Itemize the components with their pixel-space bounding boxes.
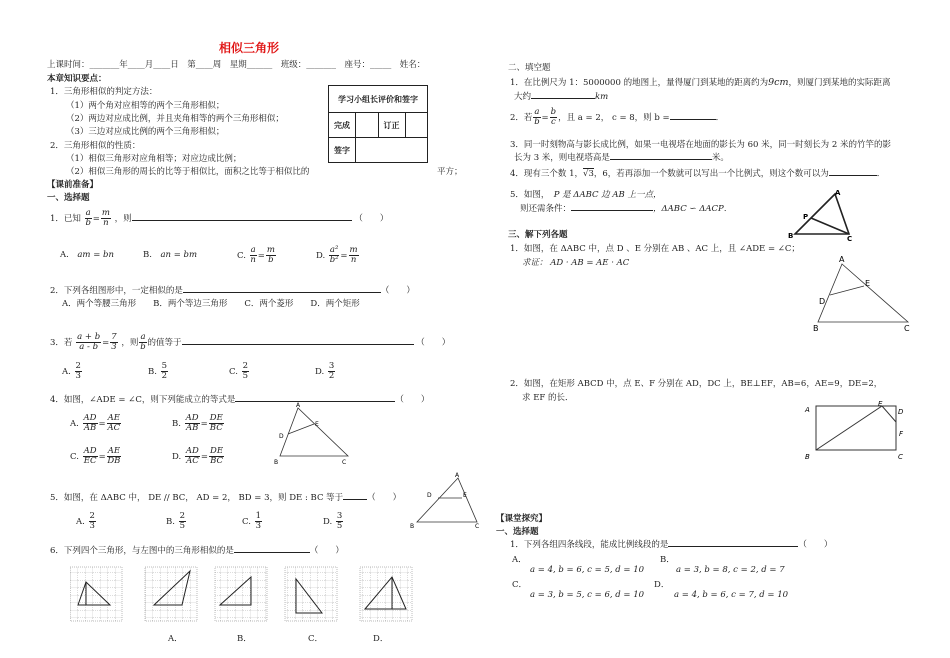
svg-text:F: F	[899, 430, 904, 438]
eval-correct-cell[interactable]	[405, 113, 428, 138]
prep-q3-option-d[interactable]: D. $\frac{3}{2}$	[315, 361, 335, 381]
figure-solve-q1	[810, 252, 915, 332]
fill-heading: 二、填空题	[508, 63, 551, 73]
answer-blank[interactable]	[571, 210, 653, 211]
solve-q1-prove: 求证： AD · AB = AE · AC	[522, 258, 630, 268]
explore-section-heading: 【课堂探究】	[496, 514, 548, 524]
prep-q1-option-d[interactable]: D. $\frac{\text{a²}}{\text{b²}}$ = $\frac{m}{n}$	[316, 245, 358, 265]
svg-text:D: D	[427, 492, 432, 499]
figure-fill-q5	[785, 186, 857, 244]
knowledge-p1-item: （1）两个角对应相等的两个三角形相似；	[66, 101, 225, 111]
svg-text:E: E	[463, 492, 467, 499]
svg-text:B: B	[410, 523, 415, 530]
prep-q3-option-b[interactable]: B. $\frac{5}{2}$	[148, 361, 168, 381]
answer-blank[interactable]	[531, 98, 595, 99]
prep-q3: 3．若 $\frac{a + b}{a - b}$ = $\frac{7}{3}$ ，则 $\frac{a}{b}$ 的值等于 （ ）	[50, 332, 451, 352]
grid-option-c	[285, 567, 337, 621]
svg-text:A: A	[805, 406, 810, 414]
svg-text:A: A	[835, 189, 841, 197]
label-b: B	[274, 459, 279, 466]
prep-q3-option-c[interactable]: C. $\frac{2}{5}$	[229, 361, 249, 381]
solve-q1: 1．如图，在 ΔABC 中，点 D 、E 分别在 AB 、AC 上，且 ∠ADE = ∠C；	[510, 244, 800, 254]
solve-q2: 2．如图，在矩形 ABCD 中，点 E、F 分别在 AD，DC 上，BE⊥EF，AB=6，AE=9，DE=2，	[510, 379, 883, 389]
label-c: C	[342, 459, 347, 466]
class-info-line: 上课时间：_______年____月____日 第____周 星期______ 班级：_______ 座号：_____ 姓名：	[47, 60, 426, 70]
grid-option-b	[215, 567, 267, 621]
answer-blank[interactable]	[829, 175, 877, 176]
prep-q2-options[interactable]: A．两个等腰三角形 B．两个等边三角形 C．两个菱形 D．两个矩形	[62, 299, 360, 309]
prep-q4-option-b[interactable]: B. $\frac{AD}{AB}$ = $\frac{DE}{BC}$	[172, 413, 223, 433]
explore-q1-option-d[interactable]: D． a = 4, b = 6, c = 7, d = 10	[654, 580, 789, 600]
explore-choice-heading: 一、选择题	[496, 527, 539, 537]
knowledge-p1-item: （2）两边对应成比例，并且夹角相等的两个三角形相似；	[66, 114, 284, 124]
grid-original	[70, 567, 122, 621]
knowledge-p2-tail: 平方；	[437, 167, 463, 177]
figure-q6-grids	[70, 565, 430, 627]
eval-sign-label: 签字	[329, 138, 356, 163]
prep-q5: 5．如图，在 ΔABC 中， DE // BC， AD = 2， BD = 3，则 DE : BC 等于 （ ）	[50, 493, 402, 503]
label-a: A	[296, 402, 301, 409]
svg-text:A: A	[455, 472, 460, 479]
solve-q2-find: 求 EF 的长．	[522, 393, 574, 403]
prep-q5-option-a[interactable]: A. $\frac{2}{3}$	[76, 511, 95, 531]
fill-q4: 4．现有三个数 1，√3，6，若再添加一个数就可以写出一个比例式，则这个数可以为 ．	[510, 169, 886, 179]
grid-option-d	[360, 567, 412, 621]
prep-q4-option-a[interactable]: A. $\frac{AD}{AB}$ = $\frac{AE}{AC}$	[70, 413, 121, 433]
prep-q4-option-d[interactable]: D. $\frac{AD}{AC}$ = $\frac{DE}{BC}$	[172, 446, 224, 466]
knowledge-p2-item: （2）相似三角形的周长的比等于相似比，面积之比等于相似比的	[66, 167, 310, 177]
grid-option-a	[145, 567, 197, 621]
prep-q5-option-b[interactable]: B. $\frac{2}{5}$	[166, 511, 186, 531]
prep-q3-option-a[interactable]: A. $\frac{2}{3}$	[62, 361, 81, 381]
chapter-points-heading: 本章知识要点：	[47, 74, 107, 84]
knowledge-p2-item: （1）相似三角形对应角相等；对应边成比例；	[66, 154, 242, 164]
figure-solve-q2	[800, 398, 912, 462]
prep-q1-option-b[interactable]: B. an = bm	[143, 250, 198, 260]
prep-q1: 1．已知 $\frac{a}{b}$ = $\frac{m}{n}$ ，则 （ ）	[50, 208, 389, 228]
knowledge-p1-item: （3）三边对应成比例的两个三角形相似；	[66, 127, 225, 137]
prep-q1-option-a[interactable]: A. am = bn	[60, 250, 114, 260]
fill-q1-answer: 大约 km	[514, 92, 609, 102]
explore-q1-option-c[interactable]: C． a = 3, b = 5, c = 6, d = 10	[512, 580, 645, 600]
svg-text:D: D	[898, 408, 904, 416]
fraction: $\frac{m}{n}$	[101, 208, 110, 228]
prep-q4-option-c[interactable]: C. $\frac{AD}{EC}$ = $\frac{AE}{DB}$	[70, 446, 121, 466]
solve-heading: 三、解下列各题	[508, 230, 568, 240]
fill-q5: 5．如图， P 是 ΔABC 边 AB 上一点，	[510, 190, 662, 200]
prep-section-heading: 【课前准备】	[47, 180, 99, 190]
eval-complete-label: 完成	[329, 113, 356, 138]
fill-q3b: 长为 3 米，则电视塔高是 米。	[514, 153, 729, 163]
eval-header: 学习小组长评价和签字	[329, 86, 428, 113]
eval-correct-label: 订正	[378, 113, 405, 138]
explore-q1: 1．下列各组四条线段，能成比例线段的是 （ ）	[510, 540, 833, 550]
svg-text:B: B	[813, 324, 819, 332]
q6-label-b[interactable]: B．	[237, 634, 252, 644]
eval-complete-cell[interactable]	[356, 113, 379, 138]
fill-q1: 1．在比例尺为 1：5000000 的地图上，量得厦门到某地的距离约为9cm，则厦门到某地的实际距离	[510, 77, 891, 88]
figure-q4-triangle	[272, 402, 352, 466]
figure-q5-triangle	[405, 470, 485, 530]
svg-text:E: E	[865, 279, 871, 288]
svg-text:E: E	[878, 400, 883, 408]
knowledge-p1: 1．三角形相似的判定方法：	[50, 87, 158, 97]
svg-text:D: D	[819, 297, 826, 306]
explore-q1-option-b[interactable]: B． a = 3, b = 8, c = 2, d = 7	[660, 555, 785, 575]
svg-text:P: P	[803, 213, 809, 221]
page-title: 相似三角形	[219, 41, 280, 55]
svg-text:C: C	[475, 523, 480, 530]
prep-q2: 2．下列各组图形中，一定相似的是 （ ）	[50, 286, 415, 296]
prep-q5-option-c[interactable]: C. $\frac{1}{3}$	[242, 511, 262, 531]
svg-text:C: C	[904, 324, 910, 332]
prep-q5-option-d[interactable]: D. $\frac{3}{5}$	[323, 511, 343, 531]
explore-q1-option-a[interactable]: A． a = 4, b = 6, c = 5, d = 10	[512, 555, 645, 575]
prep-choice-heading: 一、选择题	[47, 193, 90, 203]
svg-text:A: A	[839, 255, 845, 264]
evaluation-table	[328, 85, 428, 163]
prep-q6: 6．下列四个三角形，与左图中的三角形相似的是 （ ）	[50, 546, 344, 556]
svg-text:B: B	[788, 232, 794, 240]
q6-label-a[interactable]: A．	[168, 634, 183, 644]
fill-q2: 2．若 $\frac{a}{b}$ = $\frac{b}{c}$ ，且 a = 2， c = 8，则 b = ．	[510, 107, 725, 127]
fill-q5-cond: 则还需条件： ，ΔABC ∽ ΔACP．	[520, 204, 733, 214]
svg-text:B: B	[805, 453, 810, 461]
svg-text:C: C	[847, 235, 853, 243]
prep-q1-option-c[interactable]: C. $\frac{a}{n}$ = $\frac{m}{b}$	[237, 245, 275, 265]
answer-blank[interactable]	[610, 159, 712, 160]
q6-label-c[interactable]: C．	[308, 634, 324, 644]
q6-label-d[interactable]: D．	[373, 634, 389, 644]
fill-q3a: 3．同一时刻物高与影长成比例，如果一电视塔在地面的影长为 60 米，同一时刻长为 2 米的竹竿的影	[510, 140, 891, 150]
prep-q4: 4．如图，∠ADE = ∠C，则下列能成立的等式是 （ ）	[50, 395, 430, 405]
label-e: E	[315, 421, 319, 428]
fraction: $\frac{a}{b}$	[85, 208, 91, 228]
label-d: D	[279, 433, 284, 440]
svg-text:C: C	[898, 453, 903, 461]
eval-sign-cell[interactable]	[356, 138, 428, 163]
answer-blank[interactable]	[670, 119, 716, 120]
knowledge-p2: 2．三角形相似的性质：	[50, 141, 141, 151]
